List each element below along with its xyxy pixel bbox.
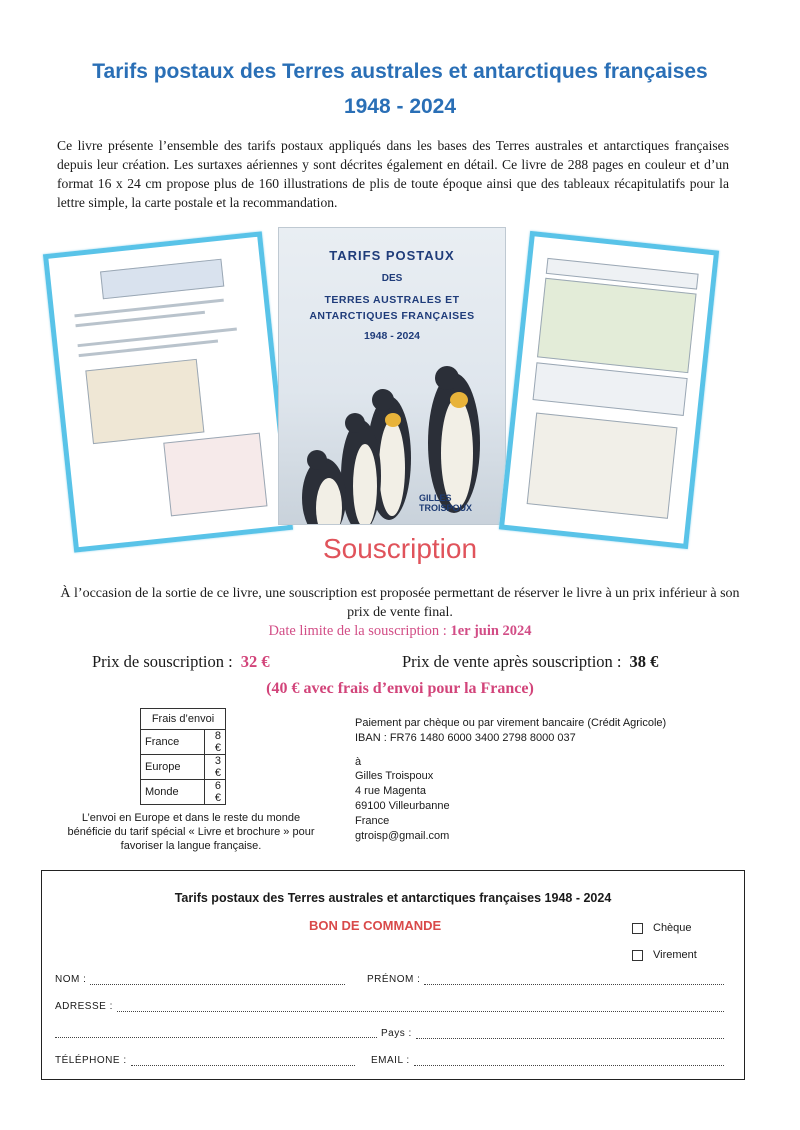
- payee-street: 4 rue Magenta: [355, 785, 426, 798]
- souscription-text: À l’occasion de la sortie de ce livre, une souscription est proposée permettant de réserver le livre à un prix inférieur à son prix de vente final.: [60, 586, 740, 620]
- fee-price: 8 €: [205, 730, 226, 755]
- prenom-field[interactable]: [367, 974, 724, 985]
- shipping-fees-table: [140, 708, 226, 805]
- fee-zone: Monde: [141, 780, 205, 805]
- page-title: Tarifs postaux des Terres australes et antarctiques françaises: [92, 60, 708, 83]
- telephone-input[interactable]: [131, 1056, 355, 1066]
- page-years: 1948 - 2024: [343, 95, 457, 118]
- prenom-input[interactable]: [424, 975, 724, 985]
- order-heading: BON DE COMMANDE: [309, 918, 442, 933]
- payee-country: France: [355, 814, 390, 827]
- book-illustrations: [0, 222, 800, 552]
- cheque-option[interactable]: [632, 922, 692, 934]
- order-title: Tarifs postaux des Terres australes et antarctiques françaises 1948 - 2024: [174, 891, 612, 905]
- price-sub-value: 32 €: [240, 652, 270, 671]
- iban: IBAN : FR76 1480 6000 3400 2798 8000 037: [355, 731, 576, 744]
- telephone-label: TÉLÉPHONE :: [55, 1055, 127, 1066]
- adresse-line2[interactable]: [55, 1028, 377, 1038]
- fees-header: Frais d’envoi: [141, 709, 226, 730]
- deadline-value: 1er juin 2024: [450, 623, 532, 639]
- email-field[interactable]: [371, 1055, 724, 1066]
- price-after-label: Prix de vente après souscription :: [402, 652, 622, 671]
- fee-zone: France: [141, 730, 205, 755]
- pays-field[interactable]: [381, 1028, 724, 1039]
- cover-title: DES: [381, 273, 403, 284]
- fee-price: 6 €: [205, 780, 226, 805]
- order-form: [41, 870, 745, 1080]
- cover-title: ANTARCTIQUES FRANÇAISES: [309, 310, 475, 322]
- virement-option[interactable]: [632, 949, 697, 961]
- nom-label: NOM :: [55, 974, 87, 985]
- adresse-input[interactable]: [117, 1002, 724, 1012]
- pays-input[interactable]: [416, 1029, 724, 1039]
- payee-city: 69100 Villeurbanne: [355, 799, 450, 812]
- text-line: [78, 327, 237, 347]
- fees-note: L’envoi en Europe et dans le reste du monde bénéficie du tarif spécial « Livre et brochure » pour favoriser la langue française.: [67, 812, 315, 852]
- payee-email: gtroisp@gmail.com: [355, 829, 450, 842]
- cover-author: GILLES TROISPOUX: [419, 493, 473, 513]
- sample-page-left: [43, 231, 293, 552]
- email-input[interactable]: [414, 1056, 724, 1066]
- cheque-label: Chèque: [653, 922, 692, 934]
- payment-to: à: [355, 755, 362, 768]
- email-label: EMAIL :: [371, 1055, 410, 1066]
- price-after-value: 38 €: [629, 652, 659, 671]
- deadline-label: Date limite de la souscription :: [268, 623, 451, 639]
- fee-price: 3 €: [205, 755, 226, 780]
- souscription-heading: Souscription: [322, 533, 478, 564]
- deadline: [0, 623, 800, 640]
- page-header-box: [100, 259, 224, 300]
- shipping-note: (40 € avec frais d’envoi pour la France): [266, 680, 534, 697]
- table-row: [141, 730, 226, 755]
- adresse-field[interactable]: [55, 1001, 724, 1012]
- pays-label: Pays :: [381, 1028, 412, 1039]
- price-sub-label: Prix de souscription :: [92, 652, 233, 671]
- payee-name: Gilles Troispoux: [355, 770, 434, 783]
- payment-info: [355, 716, 666, 843]
- text-line: [74, 299, 223, 318]
- cover-title: TERRES AUSTRALES ET: [324, 294, 460, 306]
- payment-method: Paiement par chèque ou par virement bancaire (Crédit Agricole): [355, 717, 667, 729]
- cover-image: [537, 278, 697, 373]
- cheque-checkbox[interactable]: [632, 923, 643, 934]
- cover-image: [163, 433, 267, 517]
- cover-years: 1948 - 2024: [363, 330, 421, 342]
- table-row: [141, 780, 226, 805]
- cover-title: TARIFS POSTAUX: [329, 248, 455, 263]
- prenom-label: PRÉNOM :: [367, 974, 421, 985]
- cover-image: [85, 359, 204, 444]
- nom-field[interactable]: [55, 974, 345, 985]
- virement-label: Virement: [653, 949, 697, 961]
- fee-zone: Europe: [141, 755, 205, 780]
- price-subscription: [92, 652, 270, 672]
- price-after: [402, 652, 658, 672]
- cover-image: [527, 413, 678, 519]
- adresse-label: ADRESSE :: [55, 1001, 113, 1012]
- adresse-input-2[interactable]: [55, 1028, 377, 1038]
- intro-paragraph: Ce livre présente l’ensemble des tarifs postaux appliqués dans les bases des Terres australes et antarctiques françaises depuis leur création. Les surtaxes aériennes y sont décrites également en détail. Ce livre de 288 pages en couleur et d’un format 16 x 24 cm propose plus de 160 illustrations de plis de toute époque ainsi que des tableaux récapitulatifs pour la lettre simple, la carte postale et la recommandation.: [57, 138, 729, 210]
- virement-checkbox[interactable]: [632, 950, 643, 961]
- nom-input[interactable]: [90, 975, 345, 985]
- table-row: [141, 755, 226, 780]
- sample-page-right: [499, 231, 719, 549]
- telephone-field[interactable]: [55, 1055, 355, 1066]
- book-cover: [278, 227, 506, 525]
